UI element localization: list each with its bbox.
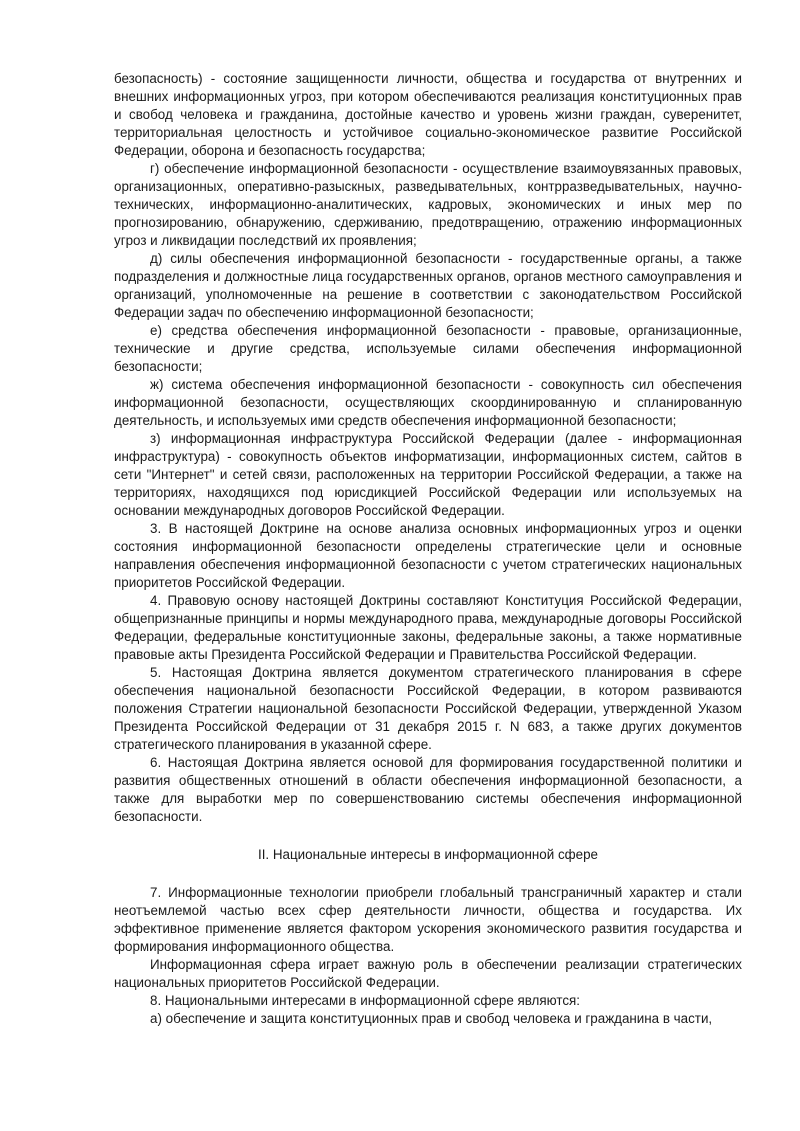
paragraph-item-d: д) силы обеспечения информационной безопасности - государственные органы, а также подразделения и должностные лица государственных органов, органов местного самоуправления и организаций, уполномоченные на решение в соответствии с законодательством Российской Федерации задач по обеспечению информационной безопасности;: [114, 251, 742, 320]
paragraph-clause-8: 8. Национальными интересами в информационной сфере являются:: [150, 993, 581, 1008]
paragraph-clause-7: 7. Информационные технологии приобрели глобальный трансграничный характер и стали неотъемлемой частью всех сфер деятельности личности, общества и государства. Их эффективное применение является фактором ускорения экономического развития государства и формирования информационного общества.: [114, 885, 742, 954]
paragraph-definition-continued: безопасность) - состояние защищенности личности, общества и государства от внутренних и внешних информационных угроз, при котором обеспечиваются реализация конституционных прав и свобод человека и гражданина, достойные качество и уровень жизни граждан, суверенитет, территориальная целостность и устойчивое социально-экономическое развитие Российской Федерации, оборона и безопасность государства;: [114, 71, 742, 158]
paragraph-item-zh: ж) система обеспечения информационной безопасности - совокупность сил обеспечения информационной безопасности, осуществляющих скоординированную и спланированную деятельность, и используемых ими средств обеспечения информационной безопасности;: [114, 377, 742, 428]
paragraph-information-sphere: Информационная сфера играет важную роль в обеспечении реализации стратегических национальных приоритетов Российской Федерации.: [114, 957, 742, 990]
paragraph-clause-5: 5. Настоящая Доктрина является документом стратегического планирования в сфере обеспечения национальной безопасности Российской Федерации, в котором развиваются положения Стратегии национальной безопасности Российской Федерации, утвержденной Указом Президента Российской Федерации от 31 декабря 2015 г. N 683, а также других документов стратегического планирования в указанной сфере.: [114, 665, 742, 752]
paragraph-item-e: е) средства обеспечения информационной безопасности - правовые, организационные, технические и другие средства, используемые силами обеспечения информационной безопасности;: [114, 323, 742, 374]
document-page: [114, 70, 742, 1028]
paragraph-item-g: г) обеспечение информационной безопасности - осуществление взаимоувязанных правовых, организационных, оперативно-разыскных, разведывательных, контрразведывательных, научно-технических, информационно-аналитических, кадровых, экономических и иных мер по прогнозированию, обнаружению, сдерживанию, предотвращению, отражению информационных угроз и ликвидации последствий их проявления;: [114, 161, 742, 248]
paragraph-clause-3: 3. В настоящей Доктрине на основе анализа основных информационных угроз и оценки состояния информационной безопасности определены стратегические цели и основные направления обеспечения информационной безопасности с учетом стратегических национальных приоритетов Российской Федерации.: [114, 521, 742, 590]
section-heading: II. Национальные интересы в информационной сфере: [257, 847, 599, 862]
paragraph-item-a: а) обеспечение и защита конституционных прав и свобод человека и гражданина в части,: [150, 1011, 713, 1026]
paragraph-clause-4: 4. Правовую основу настоящей Доктрины составляют Конституция Российской Федерации, общепризнанные принципы и нормы международного права, международные договоры Российской Федерации, федеральные конституционные законы, федеральные законы, а также нормативные правовые акты Президента Российской Федерации и Правительства Российской Федерации.: [114, 593, 742, 662]
paragraph-item-z: з) информационная инфраструктура Российской Федерации (далее - информационная инфраструктура) - совокупность объектов информатизации, информационных систем, сайтов в сети "Интернет" и сетей связи, расположенных на территории Российской Федерации, а также на территориях, находящихся под юрисдикцией Российской Федерации или используемых на основании международных договоров Российской Федерации.: [114, 431, 742, 518]
paragraph-clause-6: 6. Настоящая Доктрина является основой для формирования государственной политики и развития общественных отношений в области обеспечения информационной безопасности, а также для выработки мер по совершенствованию системы обеспечения информационной безопасности.: [114, 755, 742, 824]
